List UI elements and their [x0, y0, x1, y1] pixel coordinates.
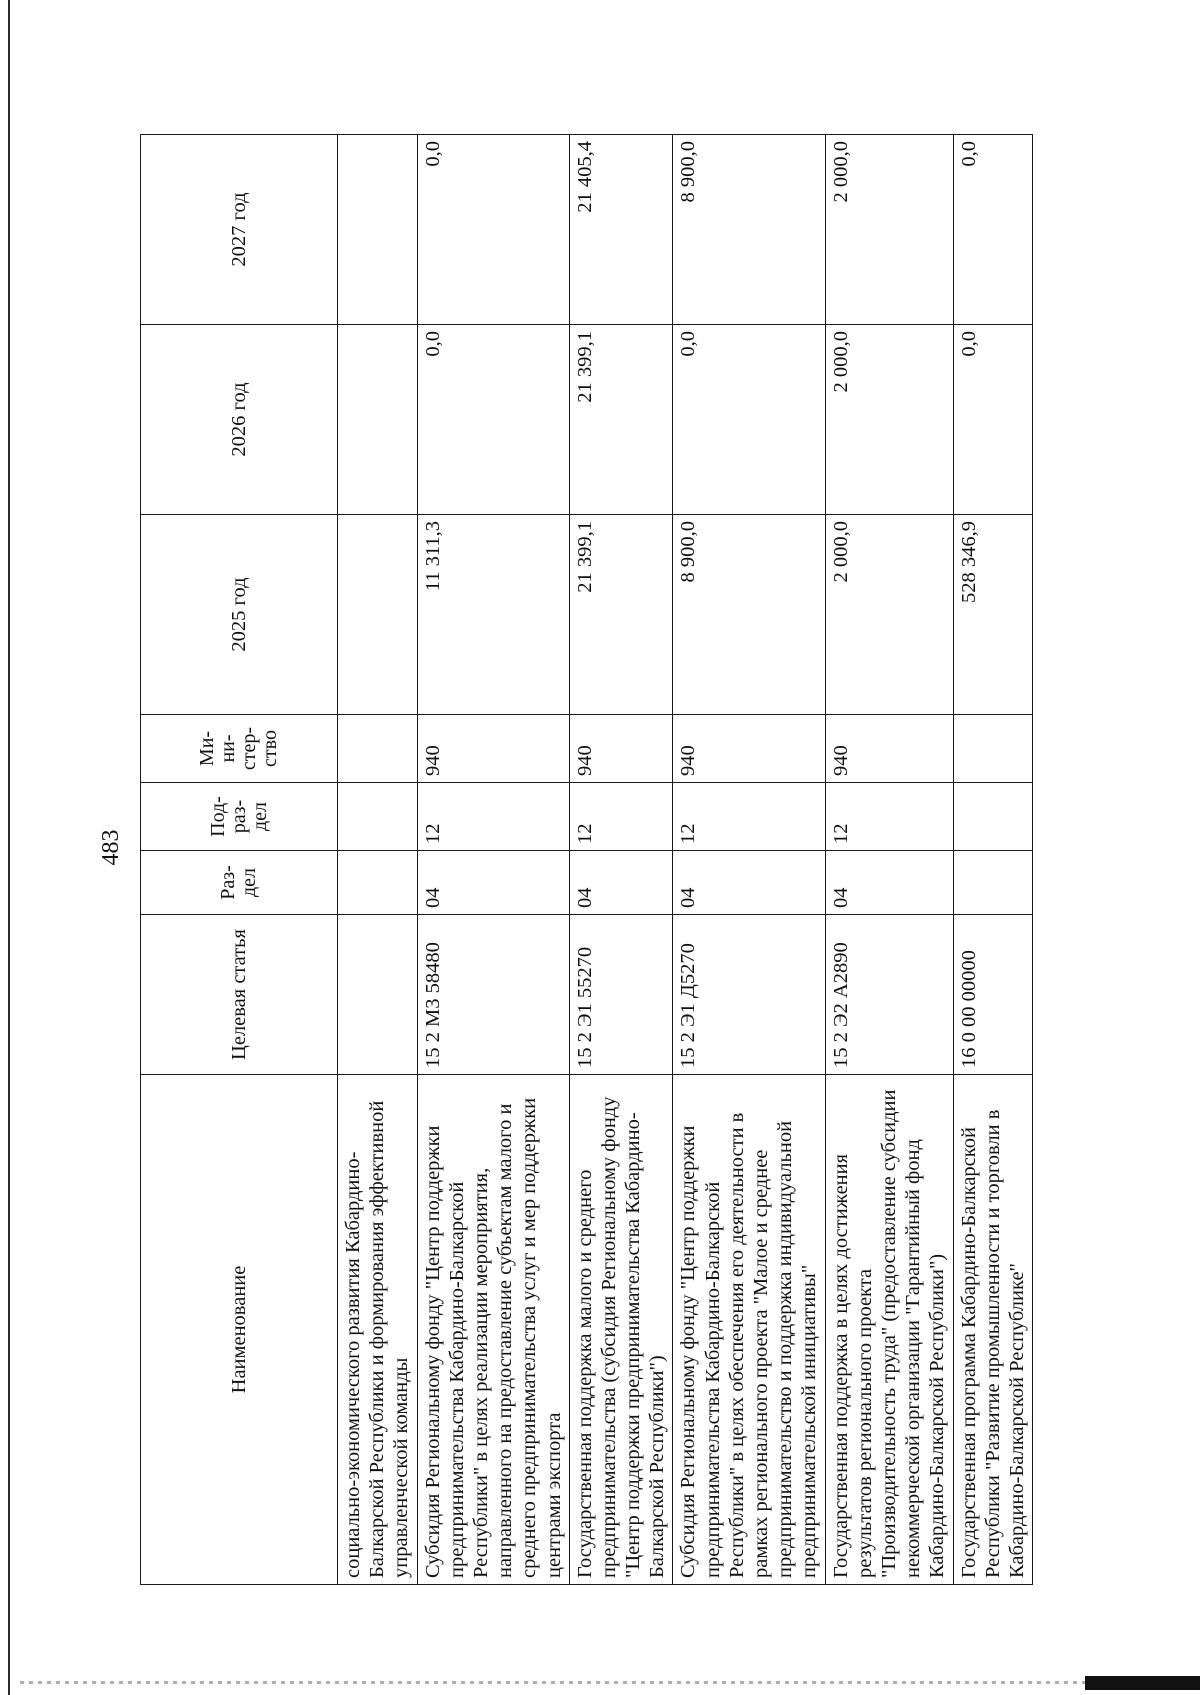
- cell-name: Государственная поддержка малого и среднего предпринимательства (субсидия Региональному фонду "Центр поддержки предпринимательства Кабардино-Балкарской Республики"): [569, 1075, 673, 1585]
- cell-2027: 0,0: [417, 135, 569, 325]
- cell-subsection: 12: [673, 783, 825, 851]
- cell-target: 15 2 Э1 55270: [569, 915, 673, 1075]
- table-row: [673, 135, 825, 1585]
- cell-subsection: [338, 783, 418, 851]
- header-2025: 2025 год: [141, 515, 338, 715]
- cell-2026: 21 399,1: [569, 325, 673, 515]
- cell-ministry: [338, 715, 418, 783]
- header-section: Раз-дел: [141, 851, 338, 915]
- cell-section: [338, 851, 418, 915]
- cell-subsection: 12: [417, 783, 569, 851]
- cell-ministry: 940: [673, 715, 825, 783]
- cell-name: Субсидия Региональному фонду "Центр поддержки предпринимательства Кабардино-Балкарской Республики" в целях обеспечения его деятельности в рамках регионального проекта "Малое и среднее предпринимательство и поддержка индивидуальной предпринимательской инициативы": [673, 1075, 825, 1585]
- table-row: [569, 135, 673, 1585]
- cell-section: 04: [417, 851, 569, 915]
- cell-subsection: 12: [569, 783, 673, 851]
- cell-subsection: [953, 783, 1033, 851]
- cell-name: Государственная поддержка в целях достижения результатов регионального проекта "Производительность труда" (предоставление субсидии некоммерческой организации "Гарантийный фонд Кабардино-Балкарской Республики"): [825, 1075, 953, 1585]
- cell-2027: 21 405,4: [569, 135, 673, 325]
- cell-section: 04: [825, 851, 953, 915]
- cell-2025: 11 311,3: [417, 515, 569, 715]
- header-2026: 2026 год: [141, 325, 338, 515]
- cell-target: 15 2 Э1 Д5270: [673, 915, 825, 1075]
- cell-2025: 8 900,0: [673, 515, 825, 715]
- cell-subsection: 12: [825, 783, 953, 851]
- header-subsection: Под-раз-дел: [141, 783, 338, 851]
- table-row: [417, 135, 569, 1585]
- cell-2026: 0,0: [417, 325, 569, 515]
- budget-table: [140, 134, 1033, 1585]
- cell-2025: 528 346,9: [953, 515, 1033, 715]
- cell-2025: 2 000,0: [825, 515, 953, 715]
- cell-2027: 0,0: [953, 135, 1033, 325]
- cell-2026: [338, 325, 418, 515]
- cell-ministry: [953, 715, 1033, 783]
- header-2027: 2027 год: [141, 135, 338, 325]
- cell-section: 04: [673, 851, 825, 915]
- table-row: [338, 135, 418, 1585]
- table-row: [953, 135, 1033, 1585]
- cell-ministry: 940: [825, 715, 953, 783]
- cell-name: социально-экономического развития Кабардино-Балкарской Республики и формирования эффективной управленческой команды: [338, 1075, 418, 1585]
- cell-2027: 2 000,0: [825, 135, 953, 325]
- table-row: [825, 135, 953, 1585]
- cell-2025: 21 399,1: [569, 515, 673, 715]
- header-target: Целевая статья: [141, 915, 338, 1075]
- cell-target: [338, 915, 418, 1075]
- cell-name: Государственная программа Кабардино-Балкарской Республики "Развитие промышленности и торговли в Кабардино-Балкарской Республике": [953, 1075, 1033, 1585]
- header-ministry: Ми-ни-стер-ство: [141, 715, 338, 783]
- header-name: Наименование: [141, 1075, 338, 1585]
- cell-target: 15 2 Э2 А2890: [825, 915, 953, 1075]
- cell-2025: [338, 515, 418, 715]
- cell-2027: 8 900,0: [673, 135, 825, 325]
- page-number: 483: [98, 829, 124, 866]
- cell-section: 04: [569, 851, 673, 915]
- cell-target: 15 2 М3 58480: [417, 915, 569, 1075]
- cell-ministry: 940: [417, 715, 569, 783]
- cell-2026: 0,0: [953, 325, 1033, 515]
- cell-2026: 0,0: [673, 325, 825, 515]
- cell-ministry: 940: [569, 715, 673, 783]
- header-row: [141, 135, 338, 1585]
- cell-2027: [338, 135, 418, 325]
- cell-name: Субсидия Региональному фонду "Центр поддержки предпринимательства Кабардино-Балкарской Республики" в целях реализации мероприятия, направленного на предоставление субъектам малого и среднего предпринимательства услуг и мер поддержки центрами экспорта: [417, 1075, 569, 1585]
- cell-target: 16 0 00 00000: [953, 915, 1033, 1075]
- cell-2026: 2 000,0: [825, 325, 953, 515]
- cell-section: [953, 851, 1033, 915]
